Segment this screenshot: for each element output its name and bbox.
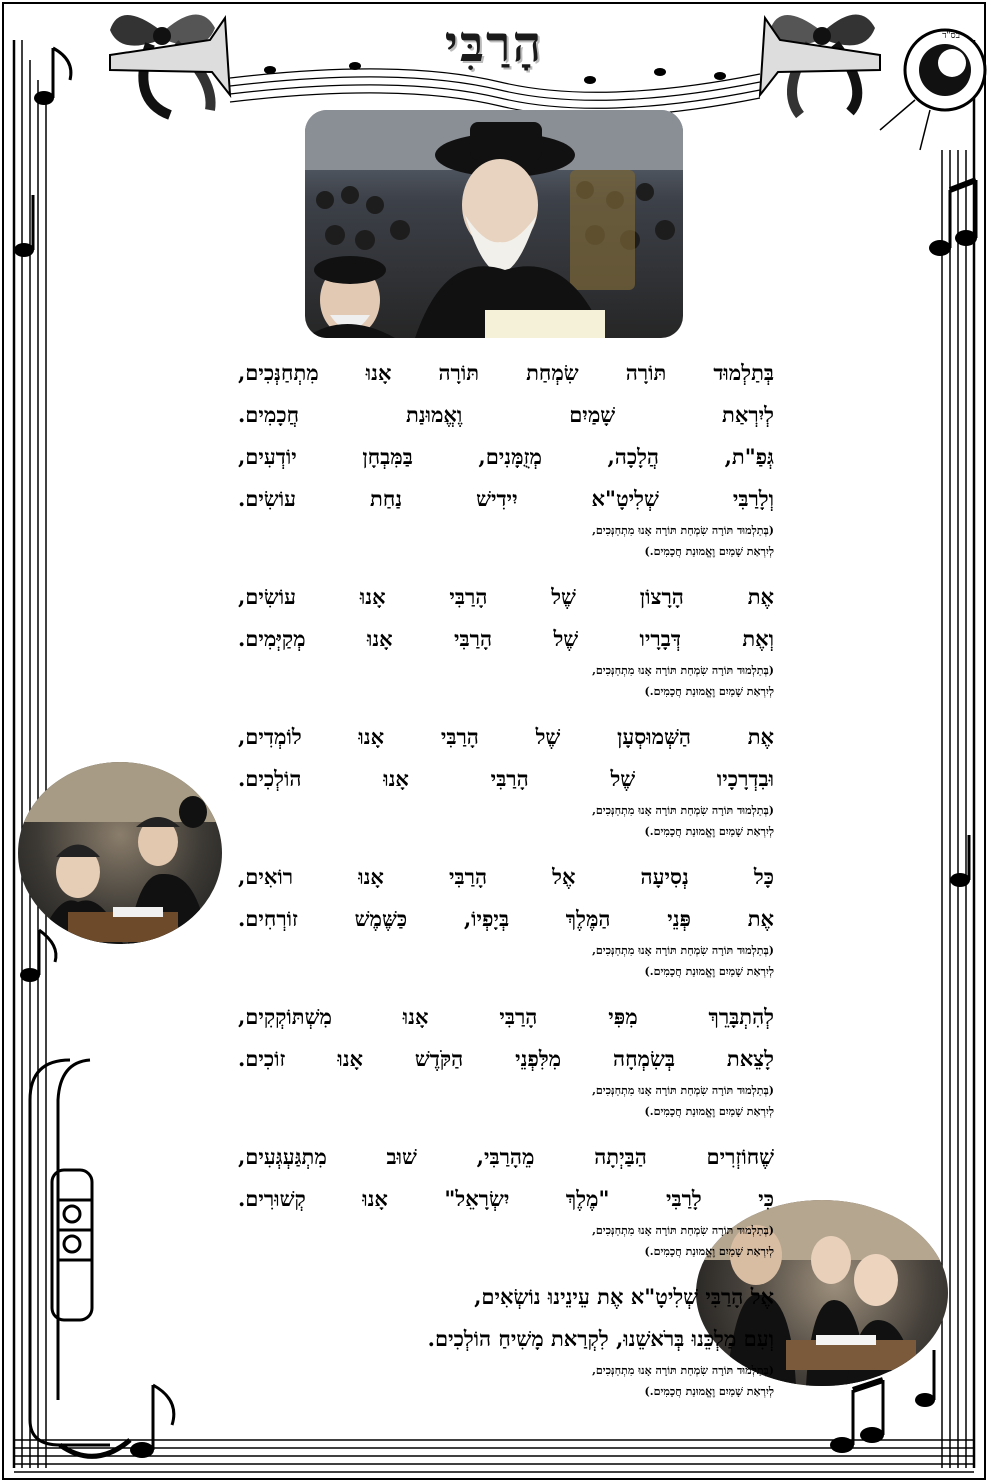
- music-note-icon: [130, 1385, 174, 1458]
- stanza: [238, 1276, 774, 1402]
- stanza: [238, 1136, 774, 1262]
- refrain-line: (בְּתַלְמוּד תּוֹרָה שִׂמְחַת תּוֹרָה אָנוּ מִתְחַנְּכִים,: [592, 524, 774, 537]
- lyric-line: אֶת הַשְּׁמוּסְעָן שֶׁל הָרַבִּי אָנוּ לוֹמְדִים,: [238, 724, 774, 749]
- lyric-line: אֶת פְּנֵי הַמֶּלֶךְ בְּיָפְיוֹ, כַּשֶּׁמֶשׁ זוֹרְחִים.: [238, 906, 774, 931]
- students-learning-photo: [18, 762, 222, 944]
- page-title: הָרַבִּי: [444, 14, 544, 73]
- music-note-icon: [830, 1380, 884, 1453]
- refrain-line: (בְּתַלְמוּד תּוֹרָה שִׂמְחַת תּוֹרָה אָנוּ מִתְחַנְּכִים,: [592, 664, 774, 677]
- music-note-icon: [14, 195, 34, 257]
- stanza: [238, 996, 774, 1122]
- music-note-icon: [915, 1350, 935, 1407]
- refrain-line: לְיִרְאַת שָׁמַיִם וֶאֱמוּנַת חֲכָמִים.): [644, 825, 774, 838]
- stanza: [238, 716, 774, 842]
- lyric-line: וּבִדְרָכָיו שֶׁל הָרַבִּי אָנוּ הוֹלְכִים.: [238, 766, 774, 791]
- refrain-line: לְיִרְאַת שָׁמַיִם וֶאֱמוּנַת חֲכָמִים.): [644, 1105, 774, 1118]
- music-note-icon: [950, 835, 970, 887]
- music-note-icon: [20, 930, 56, 982]
- refrain-line: לְיִרְאַת שָׁמַיִם וֶאֱמוּנַת חֲכָמִים.): [644, 965, 774, 978]
- refrain-line: לְיִרְאַת שָׁמַיִם וֶאֱמוּנַת חֲכָמִים.): [644, 685, 774, 698]
- refrain-line: (בְּתַלְמוּד תּוֹרָה שִׂמְחַת תּוֹרָה אָנוּ מִתְחַנְּכִים,: [592, 1364, 774, 1377]
- lyric-line: אֶת הָרָצוֹן שֶׁל הָרַבִּי אָנוּ עוֹשִׂים,: [238, 584, 774, 609]
- lyric-line: גְּפַ"ת, הֲלָכָה, מְזֻמָּנִים, בַּמִּבְחָן יוֹדְעִים,: [238, 444, 774, 469]
- refrain-line: לְיִרְאַת שָׁמַיִם וֶאֱמוּנַת חֲכָמִים.): [644, 1245, 774, 1258]
- refrain-line: לְיִרְאַת שָׁמַיִם וֶאֱמוּנַת חֲכָמִים.): [644, 545, 774, 558]
- stanza: [238, 856, 774, 982]
- lyric-line: כָּל נְסִיעָה אֶל הָרַבִּי אָנוּ רוֹאִים,: [238, 864, 774, 889]
- refrain-line: (בְּתַלְמוּד תּוֹרָה שִׂמְחַת תּוֹרָה אָנוּ מִתְחַנְּכִים,: [592, 1084, 774, 1097]
- tuba-icon: [30, 1060, 130, 1456]
- refrain-line: (בְּתַלְמוּד תּוֹרָה שִׂמְחַת תּוֹרָה אָנוּ מִתְחַנְּכִים,: [592, 1224, 774, 1237]
- lyric-line: אֶל הָרַבִּי שְׁלִיטָ"א אֶת עֵינֵינוּ נוֹשְׂאִים,: [474, 1284, 774, 1309]
- lyric-line: לְיִרְאַת שָׁמַיִם וֶאֱמוּנַת חֲכָמִים.: [238, 402, 774, 427]
- lyric-line: לְהִתְבָּרֵךְ מִפִּי הָרַבִּי אָנוּ מִשְׁתּוֹקְקִים,: [238, 1004, 774, 1029]
- refrain-line: (בְּתַלְמוּד תּוֹרָה שִׂמְחַת תּוֹרָה אָנוּ מִתְחַנְּכִים,: [592, 944, 774, 957]
- lyric-line: שֶׁחוֹזְרִים הַבַּיְתָה מֵהָרַבִּי, שׁוּב מִתְגַּעְגְּעִים,: [238, 1144, 774, 1169]
- lyric-line: וְעִם מַלְכֵּנוּ בְּרֹאשֵׁנוּ, לִקְרַאת מָשִׁיחַ הוֹלְכִים.: [427, 1326, 774, 1351]
- song-lyrics: [238, 352, 774, 1416]
- bsd-label: בס"ד: [942, 31, 960, 41]
- lyric-line: וְאֶת דְּבָרָיו שֶׁל הָרַבִּי אָנוּ מְקַיְּמִים.: [238, 626, 774, 651]
- main-photo: [305, 110, 683, 338]
- stanza: [238, 576, 774, 702]
- lyric-line: כִּי לָרַבִּי "מֶלֶךְ יִשְׂרָאֵל" אָנוּ קְשׁוּרִים.: [238, 1186, 774, 1211]
- lyric-line: בְּתַלְמוּד תּוֹרָה שִׂמְחַת תּוֹרָה אָנוּ מִתְחַנְּכִים,: [238, 360, 774, 385]
- lyric-line: וְלָרַבִּי שְׁלִיטָ"א יִידִישׁ נַחַת עוֹשִׂים.: [238, 486, 774, 511]
- refrain-line: לְיִרְאַת שָׁמַיִם וֶאֱמוּנַת חֲכָמִים.): [644, 1385, 774, 1398]
- stanza: [238, 352, 774, 562]
- music-note-icon: [929, 180, 977, 256]
- refrain-line: (בְּתַלְמוּד תּוֹרָה שִׂמְחַת תּוֹרָה אָנוּ מִתְחַנְּכִים,: [592, 804, 774, 817]
- lyric-line: לָצֵאת בְּשִׂמְחָה מִלִּפְנֵי הַקֹּדֶשׁ אָנוּ זוֹכִים.: [238, 1046, 774, 1071]
